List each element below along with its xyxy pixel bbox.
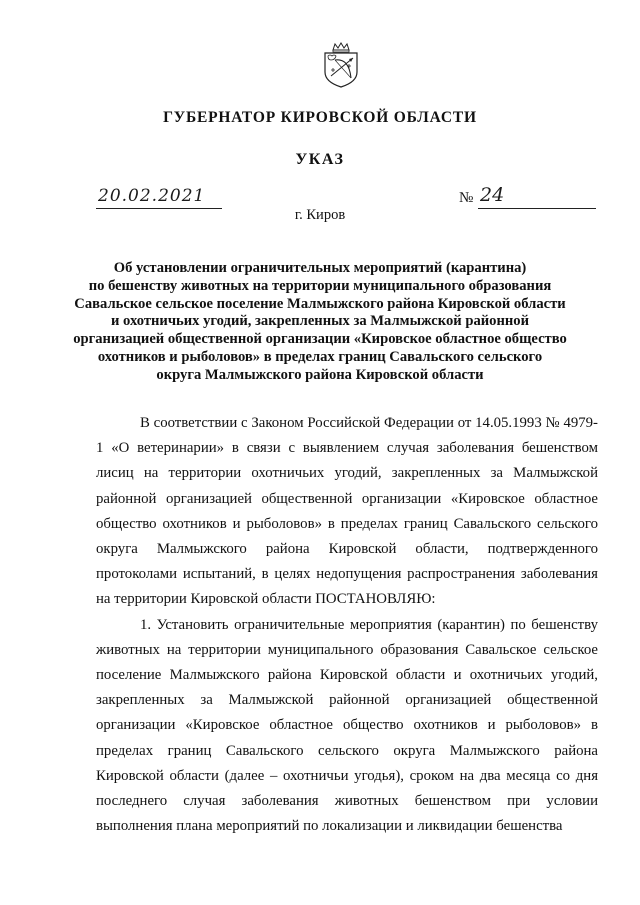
- city-label: г. Киров: [294, 207, 346, 223]
- number-value: 24: [480, 184, 505, 206]
- title-line: организацией общественной организации «Кировское областное общество: [73, 331, 567, 348]
- document-type-heading: УКАЗ: [295, 151, 345, 168]
- authority-heading: ГУБЕРНАТОР КИРОВСКОЙ ОБЛАСТИ: [163, 109, 477, 126]
- decree-title: [70, 260, 570, 385]
- title-line: по бешенству животных на территории муниципального образования: [88, 277, 552, 294]
- title-line: охотников и рыболовов» в пределах границ Савальского сельского: [97, 348, 543, 365]
- title-line: округа Малмыжского района Кировской области: [156, 366, 484, 383]
- title-line: и охотничьих угодий, закрепленных за Малмыжской районной: [111, 313, 529, 330]
- coat-of-arms-icon: [321, 42, 361, 88]
- decree-body: [96, 411, 598, 839]
- clause-1-paragraph: 1. Установить ограничительные мероприятия (карантин) по бешенству животных на территории муниципального образования Савальское сельское поселение Малмыжского района Кировской области и охотничьих угодий, закрепленных за Малмыжской районной организацией общественной организации «Кировское областное общество охотников и рыболовов» в пределах границ Савальского сельского округа Малмыжского района Кировской области (далее – охотничьи угодья), сроком на два месяца со дня последнего случая заболевания животных бешенством при условии выполнения плана мероприятий по локализации и ликвидации бешенства: [96, 616, 598, 835]
- title-line: Савальское сельское поселение Малмыжского района Кировской области: [74, 295, 566, 312]
- preamble-paragraph: В соответствии с Законом Российской Федерации от 14.05.1993 № 4979-1 «О ветеринарии» в связи с выявлением случая заболевания бешенством лисиц на территории охотничьих угодий, закрепленных за Малмыжской районной организацией общественной организации «Кировское областное общество охотников и рыболовов» в пределах границ Савальского сельского округа Малмыжского района Кировской области, подтвержденного протоколами испытаний, в целях недопущения распространения заболевания на территории Кировской области ПОСТАНОВЛЯЮ:: [96, 415, 598, 608]
- title-line: Об установлении ограничительных мероприятий (карантина): [113, 260, 527, 276]
- number-label: №: [459, 190, 474, 206]
- date-value: 20.02.2021: [98, 186, 206, 206]
